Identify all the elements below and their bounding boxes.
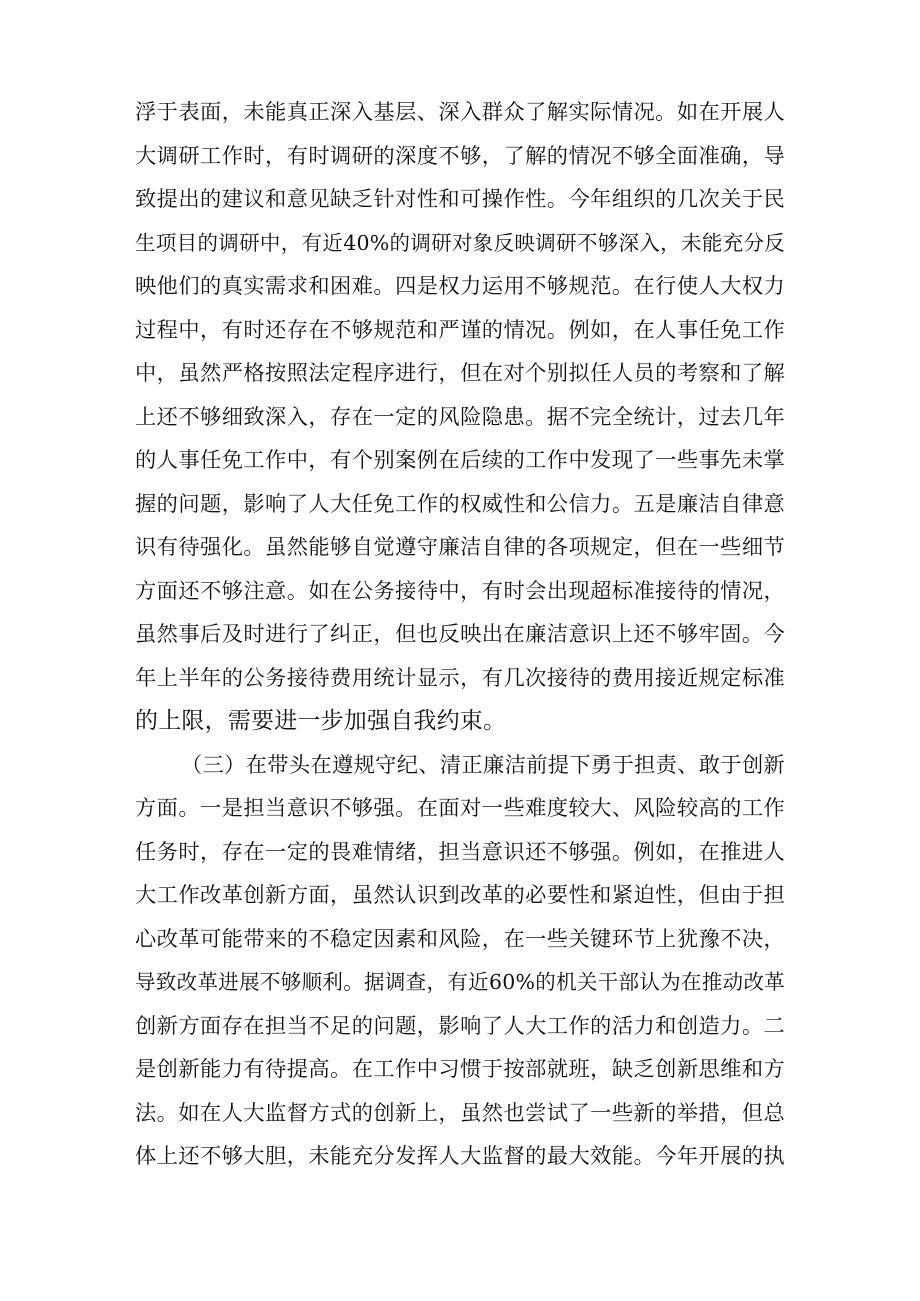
text-line: 的上限，需要进一步加强自我约束。	[135, 708, 507, 734]
text-line: 大调研工作时，有时调研的深度不够，了解的情况不够全面准确，导	[135, 143, 785, 169]
text-line: 心改革可能带来的不稳定因素和风险，在一些关键环节上犹豫不决，	[135, 926, 785, 952]
document-body	[135, 91, 785, 1179]
text-line: 过程中，有时还存在不够规范和严谨的情况。例如，在人事任免工作	[135, 317, 785, 343]
section-heading-line: （三）在带头在遵规守纪、清正廉洁前提下勇于担责、敢于创新	[181, 752, 785, 778]
text-line: 虽然事后及时进行了纠正，但也反映出在廉洁意识上还不够牢固。今	[135, 622, 785, 647]
text-line: 上还不够细致深入，存在一定的风险隐患。据不完全统计，过去几年	[135, 404, 785, 430]
text-line: 中，虽然严格按照法定程序进行，但在对个别拟任人员的考察和了解	[135, 361, 785, 386]
text-line: 导致改革进展不够顺利。据调查，有近60%的机关干部认为在推动改革	[135, 970, 785, 994]
text-line: 法。如在人大监督方式的创新上，虽然也尝试了一些新的举措，但总	[135, 1100, 785, 1126]
text-line: 年上半年的公务接待费用统计显示，有几次接待的费用接近规定标准	[135, 665, 785, 691]
text-line: 致提出的建议和意见缺乏针对性和可操作性。今年组织的几次关于民	[135, 187, 785, 212]
text-line: 识有待强化。虽然能够自觉遵守廉洁自律的各项规定，但在一些细节	[135, 535, 785, 560]
text-line: 浮于表面，未能真正深入基层、深入群众了解实际情况。如在开展人	[135, 100, 785, 125]
text-line: 握的问题，影响了人大任免工作的权威性和公信力。五是廉洁自律意	[135, 491, 785, 517]
text-line: 的人事任免工作中，有个别案例在后续的工作中发现了一些事先未掌	[135, 448, 785, 473]
text-line: 方面还不够注意。如在公务接待中，有时会出现超标准接待的情况，	[135, 578, 785, 604]
text-line: 创新方面存在担当不足的问题，影响了人大工作的活力和创造力。二	[135, 1013, 785, 1039]
text-line: 体上还不够大胆，未能充分发挥人大监督的最大效能。今年开展的执	[135, 1144, 785, 1169]
text-line: 生项目的调研中，有近40%的调研对象反映调研不够深入，未能充分反	[135, 230, 785, 255]
paragraph-1	[135, 91, 785, 744]
paragraph-2	[135, 744, 785, 1179]
text-line: 方面。一是担当意识不够强。在面对一些难度较大、风险较高的工作	[135, 796, 785, 821]
text-line: 是创新能力有待提高。在工作中习惯于按部就班，缺乏创新思维和方	[135, 1057, 785, 1082]
text-line: 任务时，存在一定的畏难情绪，担当意识还不够强。例如，在推进人	[135, 839, 785, 865]
text-line: 映他们的真实需求和困难。四是权力运用不够规范。在行使人大权力	[135, 274, 785, 299]
text-line: 大工作改革创新方面，虽然认识到改革的必要性和紧迫性，但由于担	[135, 883, 785, 908]
